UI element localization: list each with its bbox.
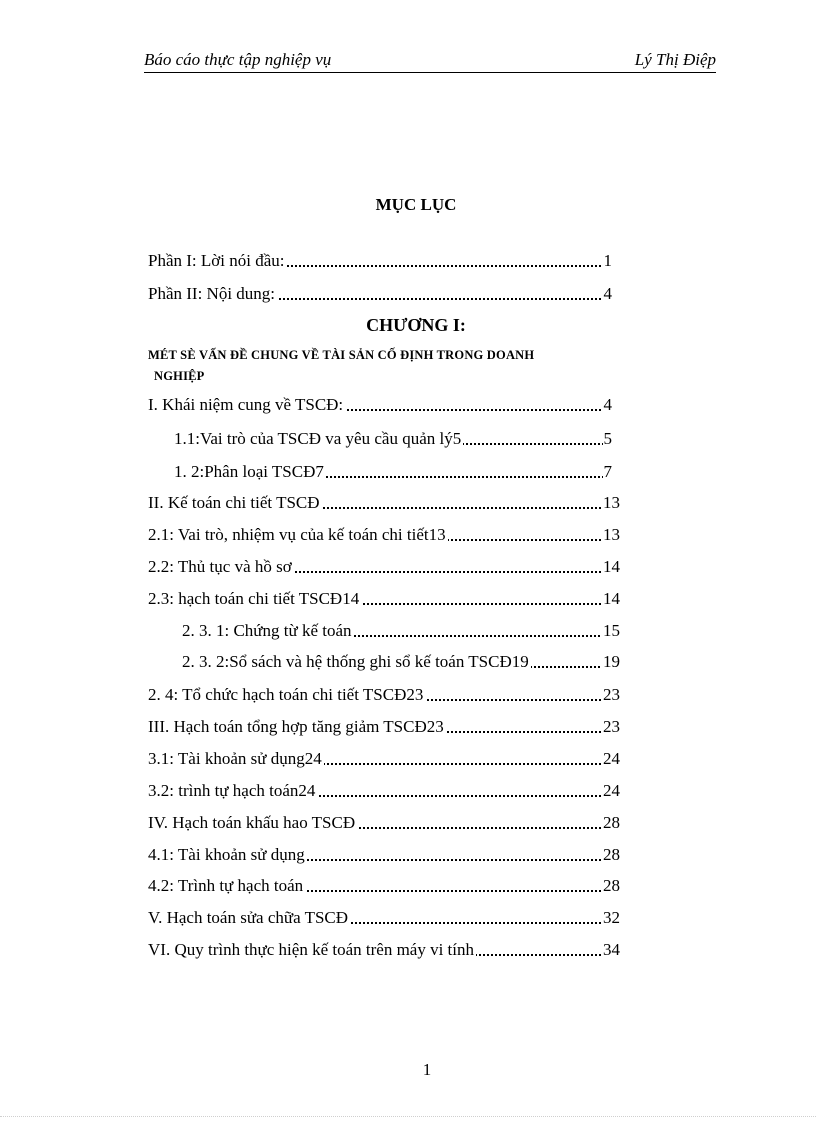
page-number: 1 — [422, 1060, 432, 1079]
toc-entry-page: 24 — [603, 749, 620, 768]
toc-entry-text: Phần II: Nội dung: — [148, 284, 276, 303]
toc-entry-text: 2. 3. 1: Chứng từ kế toán — [182, 621, 352, 640]
toc-entry-page: 23 — [603, 717, 620, 736]
toc-entry — [148, 748, 620, 770]
chapter-subtitle — [148, 345, 618, 387]
toc-entry — [182, 651, 620, 673]
toc-entry-text: 2. 3. 2:Sổ sách và hệ thống ghi sổ kế toán TSCĐ19 — [182, 652, 529, 671]
toc-entry-page: 4 — [603, 395, 612, 414]
toc-entry-page: 14 — [603, 557, 620, 576]
page-header — [144, 48, 716, 73]
toc-entry-page: 14 — [603, 589, 620, 608]
toc-entry-text: 4.1: Tài khoản sử dụng — [148, 845, 305, 864]
toc-entry — [148, 844, 620, 866]
chapter-heading: CHƯƠNG I: — [366, 315, 466, 335]
toc-entry-page: 15 — [603, 621, 620, 640]
toc-entry-text: 2.2: Thủ tục và hồ sơ — [148, 557, 292, 576]
toc-entry-text: 2.1: Vai trò, nhiệm vụ của kế toán chi tiết13 — [148, 525, 446, 544]
toc-entry-page: 1 — [603, 251, 612, 270]
toc-entry-text: IV. Hạch toán khấu hao TSCĐ — [148, 813, 356, 832]
toc-entry-text: Phần I: Lời nói đầu: — [148, 251, 285, 270]
toc-entry-page: 7 — [603, 462, 612, 481]
toc-entry — [148, 394, 612, 416]
toc-entry-text: 2.3: hạch toán chi tiết TSCĐ14 — [148, 589, 360, 608]
header-author: Lý Thị Điệp — [634, 50, 716, 69]
toc-entry — [148, 588, 620, 610]
toc-entry — [148, 684, 620, 706]
toc-entry — [174, 461, 612, 483]
toc-entry-page: 13 — [603, 493, 620, 512]
toc-entry — [148, 907, 620, 929]
toc-entry — [182, 620, 620, 642]
toc-entry-text: II. Kế toán chi tiết TSCĐ — [148, 493, 320, 512]
toc-entry-page: 4 — [603, 284, 612, 303]
chapter-subtitle-line2: NGHIỆP — [154, 369, 205, 383]
toc-entry — [148, 939, 620, 961]
toc-entry-page: 32 — [603, 908, 620, 927]
toc-title: MỤC LỤC — [375, 195, 457, 214]
header-report-title: Báo cáo thực tập nghiệp vụ — [144, 50, 332, 69]
toc-entry-text: VI. Quy trình thực hiện kế toán trên máy vi tính — [148, 940, 475, 959]
toc-entry-page: 28 — [603, 813, 620, 832]
toc-entry — [148, 556, 620, 578]
toc-entry — [148, 780, 620, 802]
toc-entry — [148, 524, 620, 546]
toc-entry — [148, 875, 620, 897]
toc-entry-text: III. Hạch toán tổng hợp tăng giảm TSCĐ23 — [148, 717, 444, 736]
toc-entry-page: 28 — [603, 876, 620, 895]
toc-entry-page: 5 — [603, 429, 612, 448]
toc-entry-content — [148, 283, 612, 305]
toc-entry-text: 3.2: trình tự hạch toán24 — [148, 781, 316, 800]
toc-entry-page: 13 — [603, 525, 620, 544]
page-bottom-rule — [0, 1116, 816, 1117]
toc-entry-text: 1.1:Vai trò của TSCĐ va yêu cầu quản lý5 — [174, 429, 462, 448]
toc-entry-text: 1. 2:Phân loại TSCĐ7 — [174, 462, 324, 481]
toc-entry — [148, 812, 620, 834]
toc-entry-text: I. Khái niệm cung về TSCĐ: — [148, 395, 344, 414]
toc-entry-text: V. Hạch toán sửa chữa TSCĐ — [148, 908, 349, 927]
chapter-subtitle-line1: MÉT SÈ VẤN ĐỀ CHUNG VỀ TÀI SẢN CỐ ĐỊNH TRONG DOANH — [148, 348, 535, 362]
toc-entry-page: 23 — [603, 685, 620, 704]
toc-entry-page: 19 — [603, 652, 620, 671]
toc-entry-intro — [148, 250, 612, 272]
toc-entry — [148, 492, 620, 514]
toc-entry — [148, 716, 620, 738]
toc-entry-page: 34 — [603, 940, 620, 959]
toc-entry-text: 4.2: Trình tự hạch toán — [148, 876, 304, 895]
toc-entry-text: 3.1: Tài khoản sử dụng24 — [148, 749, 322, 768]
toc-entry-text: 2. 4: Tổ chức hạch toán chi tiết TSCĐ23 — [148, 685, 424, 704]
toc-entry-page: 24 — [603, 781, 620, 800]
toc-entry — [174, 428, 612, 450]
toc-entry-page: 28 — [603, 845, 620, 864]
